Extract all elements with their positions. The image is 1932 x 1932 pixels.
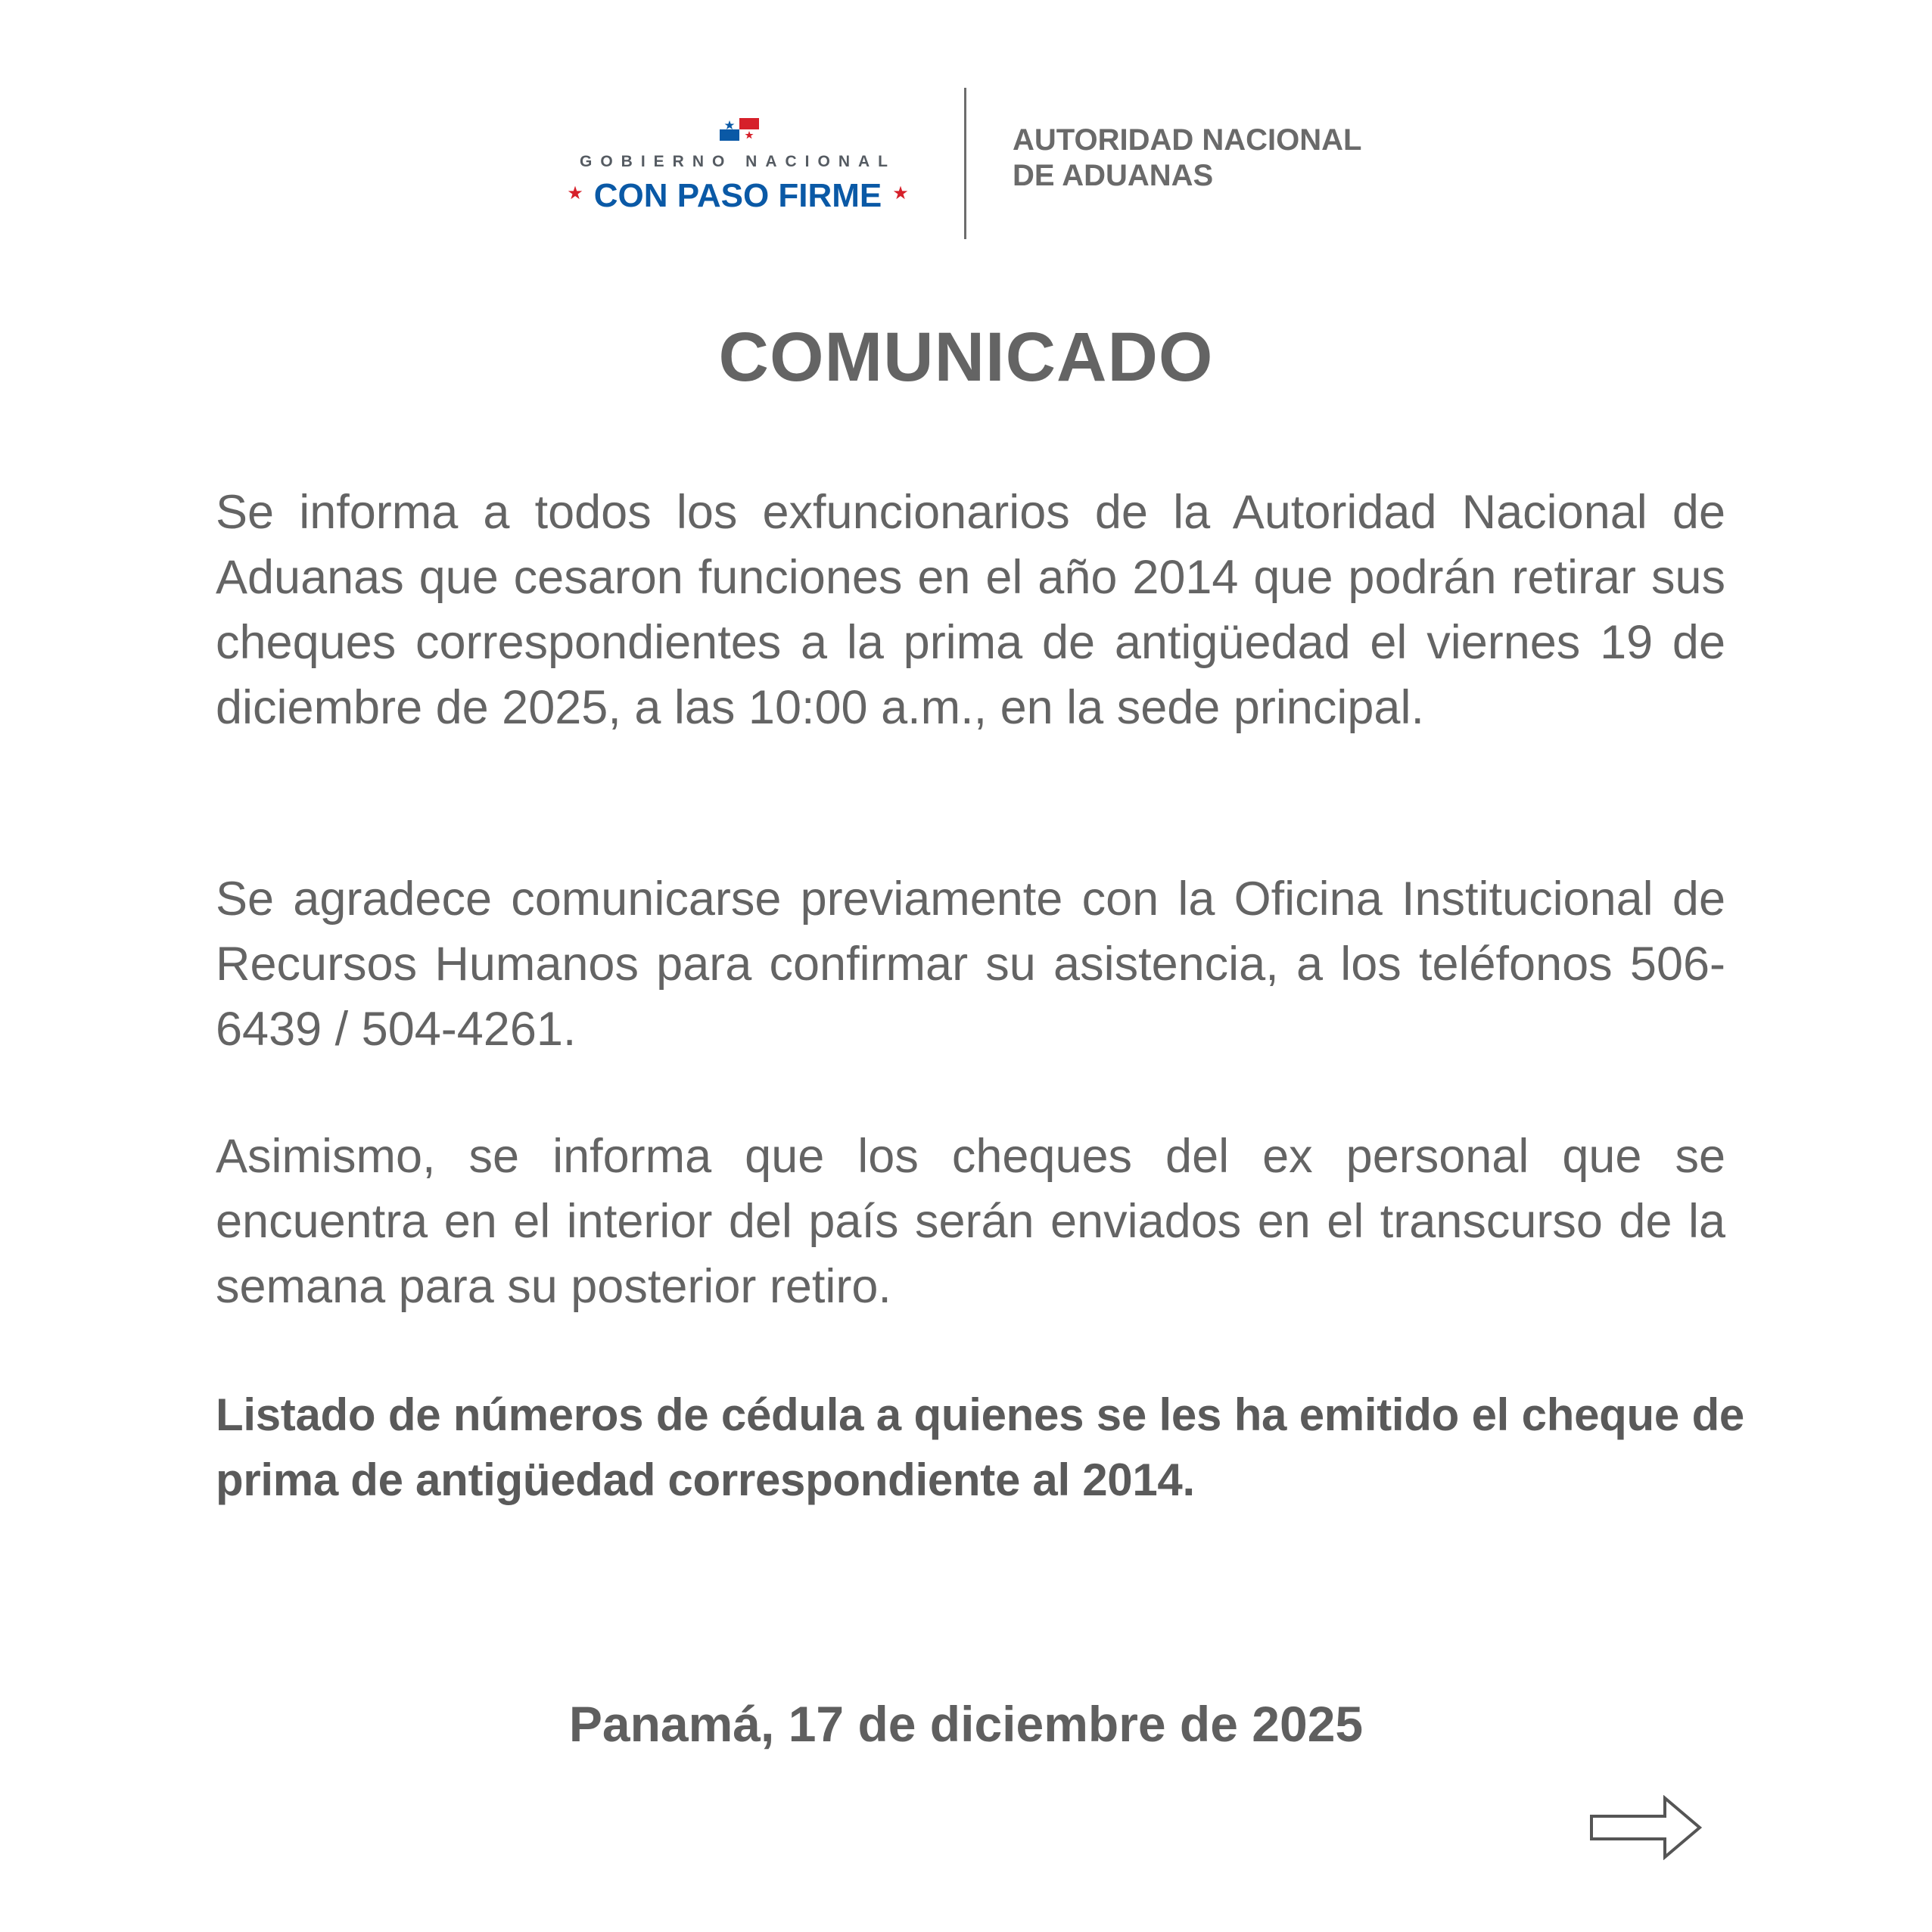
government-logo (560, 114, 916, 219)
agency-name (1013, 123, 1361, 194)
header-divider (964, 88, 966, 239)
panama-flag-icon (720, 118, 759, 141)
paragraph-list-heading: Listado de números de cédula a quienes se les ha emitido el cheque de prima de antigüedad correspondiente al 2014. (216, 1389, 1744, 1505)
slogan-row (560, 177, 916, 215)
page-title: COMUNICADO (718, 319, 1214, 396)
star-icon: ★ (567, 182, 583, 204)
paragraph-interior: Asimismo, se informa que los cheques del ex personal que se encuentra en el interior del país serán enviados en el transcurso de la semana para su posterior retiro. (216, 1130, 1725, 1313)
star-icon: ★ (892, 182, 909, 204)
arrow-right-icon[interactable] (1589, 1795, 1703, 1860)
slogan-text: CON PASO FIRME (593, 177, 882, 214)
paragraph-contact: Se agradece comunicarse previamente con la Oficina Institucional de Recursos Humanos para confirmar su asistencia, a los teléfonos 506-6439 / 504-4261. (216, 873, 1725, 1056)
agency-name-line2: DE ADUANAS (1013, 159, 1214, 192)
paragraph-announcement: Se informa a todos los exfuncionarios de la Autoridad Nacional de Aduanas que cesaron funciones en el año 2014 que podrán retirar sus cheques correspondientes a la prima de antigüedad el viernes 19 de diciembre de 2025, a las 10:00 a.m., en la sede principal. (216, 486, 1725, 734)
government-label: GOBIERNO NACIONAL (580, 153, 896, 170)
header (0, 0, 1932, 242)
issue-date: Panamá, 17 de diciembre de 2025 (568, 1696, 1364, 1752)
agency-name-line1: AUTORIDAD NACIONAL (1013, 123, 1362, 157)
